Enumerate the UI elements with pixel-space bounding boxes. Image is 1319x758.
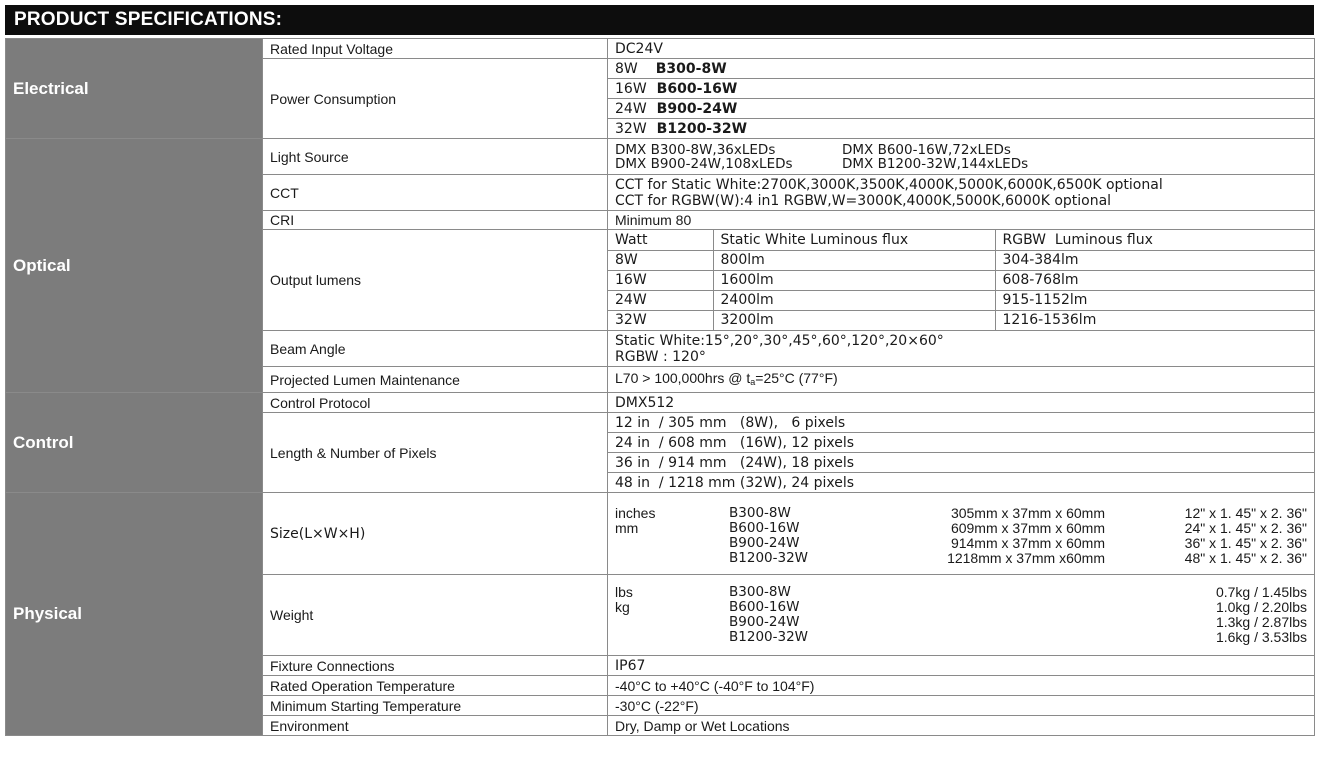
category-control: Control <box>6 393 263 493</box>
label-weight: Weight <box>263 575 608 656</box>
lumens-cell: 2400lm <box>713 290 995 310</box>
size-model: B300-8W <box>729 504 791 521</box>
lumens-cell: 800lm <box>713 250 995 270</box>
lumens-cell: 24W <box>608 290 713 310</box>
weight-value: 0.7kg / 1.45lbs <box>1215 584 1307 600</box>
table-row <box>6 39 1315 59</box>
size-in: 48" x 1. 45" x 2. 36" <box>1184 549 1307 566</box>
label-fixture-connections: Fixture Connections <box>263 656 608 676</box>
length-pixels-row: 36 in / 914 mm (24W), 18 pixels <box>608 453 1315 473</box>
lumens-cell: 608-768lm <box>995 270 1314 290</box>
power-model: B900-24W <box>656 100 738 117</box>
size-unit: mm <box>615 519 639 536</box>
power-watt: 8W <box>615 60 638 77</box>
size-mm: 1218mm x 37mm x60mm <box>947 549 1105 566</box>
category-physical: Physical <box>6 493 263 736</box>
weight-model: B300-8W <box>729 584 791 600</box>
table-row <box>6 139 1315 175</box>
label-power-consumption: Power Consumption <box>263 59 608 139</box>
output-lumens-table <box>608 230 1314 330</box>
size-mm: 914mm x 37mm x 60mm <box>950 534 1105 551</box>
power-row <box>608 59 1315 79</box>
beam-angle-line: RGBW : 120° <box>615 348 706 365</box>
lumens-cell: 304-384lm <box>995 250 1314 270</box>
size-model: B600-16W <box>729 519 800 536</box>
label-lumen-maintenance: Projected Lumen Maintenance <box>263 367 608 393</box>
lumen-maintenance-subscript: a <box>750 376 756 387</box>
size-mm: 609mm x 37mm x 60mm <box>950 519 1105 536</box>
length-pixels-row: 48 in / 1218 mm (32W), 24 pixels <box>608 473 1315 493</box>
spec-sheet <box>5 5 1314 753</box>
label-light-source: Light Source <box>263 139 608 175</box>
lumens-header: RGBW Luminous flux <box>995 230 1314 250</box>
light-source-text: DMX B300-8W,36xLEDs <box>615 141 776 158</box>
label-rated-operation-temp: Rated Operation Temperature <box>263 676 608 696</box>
value-rated-input-voltage: DC24V <box>608 39 1315 59</box>
value-cct <box>608 175 1315 211</box>
cct-line: CCT for RGBW(W):4 in1 RGBW,W=3000K,4000K,5000K,6000K optional <box>615 192 1112 209</box>
table-row <box>6 493 1315 575</box>
page-title: PRODUCT SPECIFICATIONS: <box>5 5 1314 35</box>
beam-angle-line: Static White:15°,20°,30°,45°,60°,120°,20×60° <box>615 332 944 349</box>
label-cri: CRI <box>263 211 608 230</box>
power-row <box>608 79 1315 99</box>
lumens-cell: 32W <box>608 310 713 330</box>
weight-model: B1200-32W <box>729 629 809 645</box>
value-min-starting-temp: -30°C (-22°F) <box>608 696 1315 716</box>
lumens-header: Watt <box>608 230 713 250</box>
label-length-pixels: Length & Number of Pixels <box>263 413 608 493</box>
cct-line: CCT for Static White:2700K,3000K,3500K,4000K,5000K,6000K,6500K optional <box>615 176 1163 193</box>
lumens-cell: 1216-1536lm <box>995 310 1314 330</box>
lumen-maintenance-text: L70 > 100,000hrs @ t <box>615 369 751 386</box>
light-source-text: DMX B1200-32W,144xLEDs <box>842 155 1029 172</box>
power-model: B600-16W <box>656 80 738 97</box>
label-size: Size(L×W×H) <box>263 493 608 575</box>
power-watt: 32W <box>615 120 647 137</box>
weight-unit: lbs <box>615 584 633 600</box>
label-output-lumens: Output lumens <box>263 230 608 331</box>
length-pixels-row: 12 in / 305 mm (8W), 6 pixels <box>608 413 1315 433</box>
light-source-text: DMX B900-24W,108xLEDs <box>615 155 793 172</box>
power-row <box>608 99 1315 119</box>
value-lumen-maintenance <box>608 367 1315 393</box>
lumens-header: Static White Luminous flux <box>713 230 995 250</box>
category-electrical: Electrical <box>6 39 263 139</box>
lumens-cell: 3200lm <box>713 310 995 330</box>
value-light-source <box>608 139 1315 175</box>
value-environment: Dry, Damp or Wet Locations <box>608 716 1315 736</box>
label-rated-input-voltage: Rated Input Voltage <box>263 39 608 59</box>
light-source-text: DMX B600-16W,72xLEDs <box>842 141 1011 158</box>
lumens-cell: 915-1152lm <box>995 290 1314 310</box>
power-model: B300-8W <box>655 60 727 77</box>
value-fixture-connections: IP67 <box>608 656 1315 676</box>
weight-unit: kg <box>615 599 630 615</box>
spec-table <box>5 38 1315 736</box>
lumens-cell: 1600lm <box>713 270 995 290</box>
size-unit: inches <box>615 504 656 521</box>
label-beam-angle: Beam Angle <box>263 331 608 367</box>
weight-value: 1.0kg / 2.20lbs <box>1215 599 1307 615</box>
label-cct: CCT <box>263 175 608 211</box>
size-model: B1200-32W <box>729 549 809 566</box>
length-pixels-row: 24 in / 608 mm (16W), 12 pixels <box>608 433 1315 453</box>
value-cri: Minimum 80 <box>608 211 1315 230</box>
value-control-protocol: DMX512 <box>608 393 1315 413</box>
power-watt: 16W <box>615 80 647 97</box>
lumens-cell: 8W <box>608 250 713 270</box>
power-watt: 24W <box>615 100 647 117</box>
category-optical: Optical <box>6 139 263 393</box>
lumens-cell: 16W <box>608 270 713 290</box>
table-row <box>6 393 1315 413</box>
power-row <box>608 119 1315 139</box>
value-beam-angle <box>608 331 1315 367</box>
label-environment: Environment <box>263 716 608 736</box>
value-rated-operation-temp: -40°C to +40°C (-40°F to 104°F) <box>608 676 1315 696</box>
weight-value: 1.3kg / 2.87lbs <box>1215 614 1307 630</box>
power-model: B1200-32W <box>656 120 748 137</box>
value-size <box>608 493 1315 575</box>
output-lumens-table-cell <box>608 230 1315 331</box>
size-in: 36" x 1. 45" x 2. 36" <box>1184 534 1307 551</box>
size-model: B900-24W <box>729 534 800 551</box>
weight-value: 1.6kg / 3.53lbs <box>1215 629 1307 645</box>
size-mm: 305mm x 37mm x 60mm <box>950 504 1105 521</box>
label-control-protocol: Control Protocol <box>263 393 608 413</box>
size-in: 12" x 1. 45" x 2. 36" <box>1184 504 1307 521</box>
weight-model: B600-16W <box>729 599 800 615</box>
size-in: 24" x 1. 45" x 2. 36" <box>1184 519 1307 536</box>
weight-model: B900-24W <box>729 614 800 630</box>
value-weight <box>608 575 1315 656</box>
lumen-maintenance-text: =25°C (77°F) <box>755 369 838 386</box>
label-min-starting-temp: Minimum Starting Temperature <box>263 696 608 716</box>
